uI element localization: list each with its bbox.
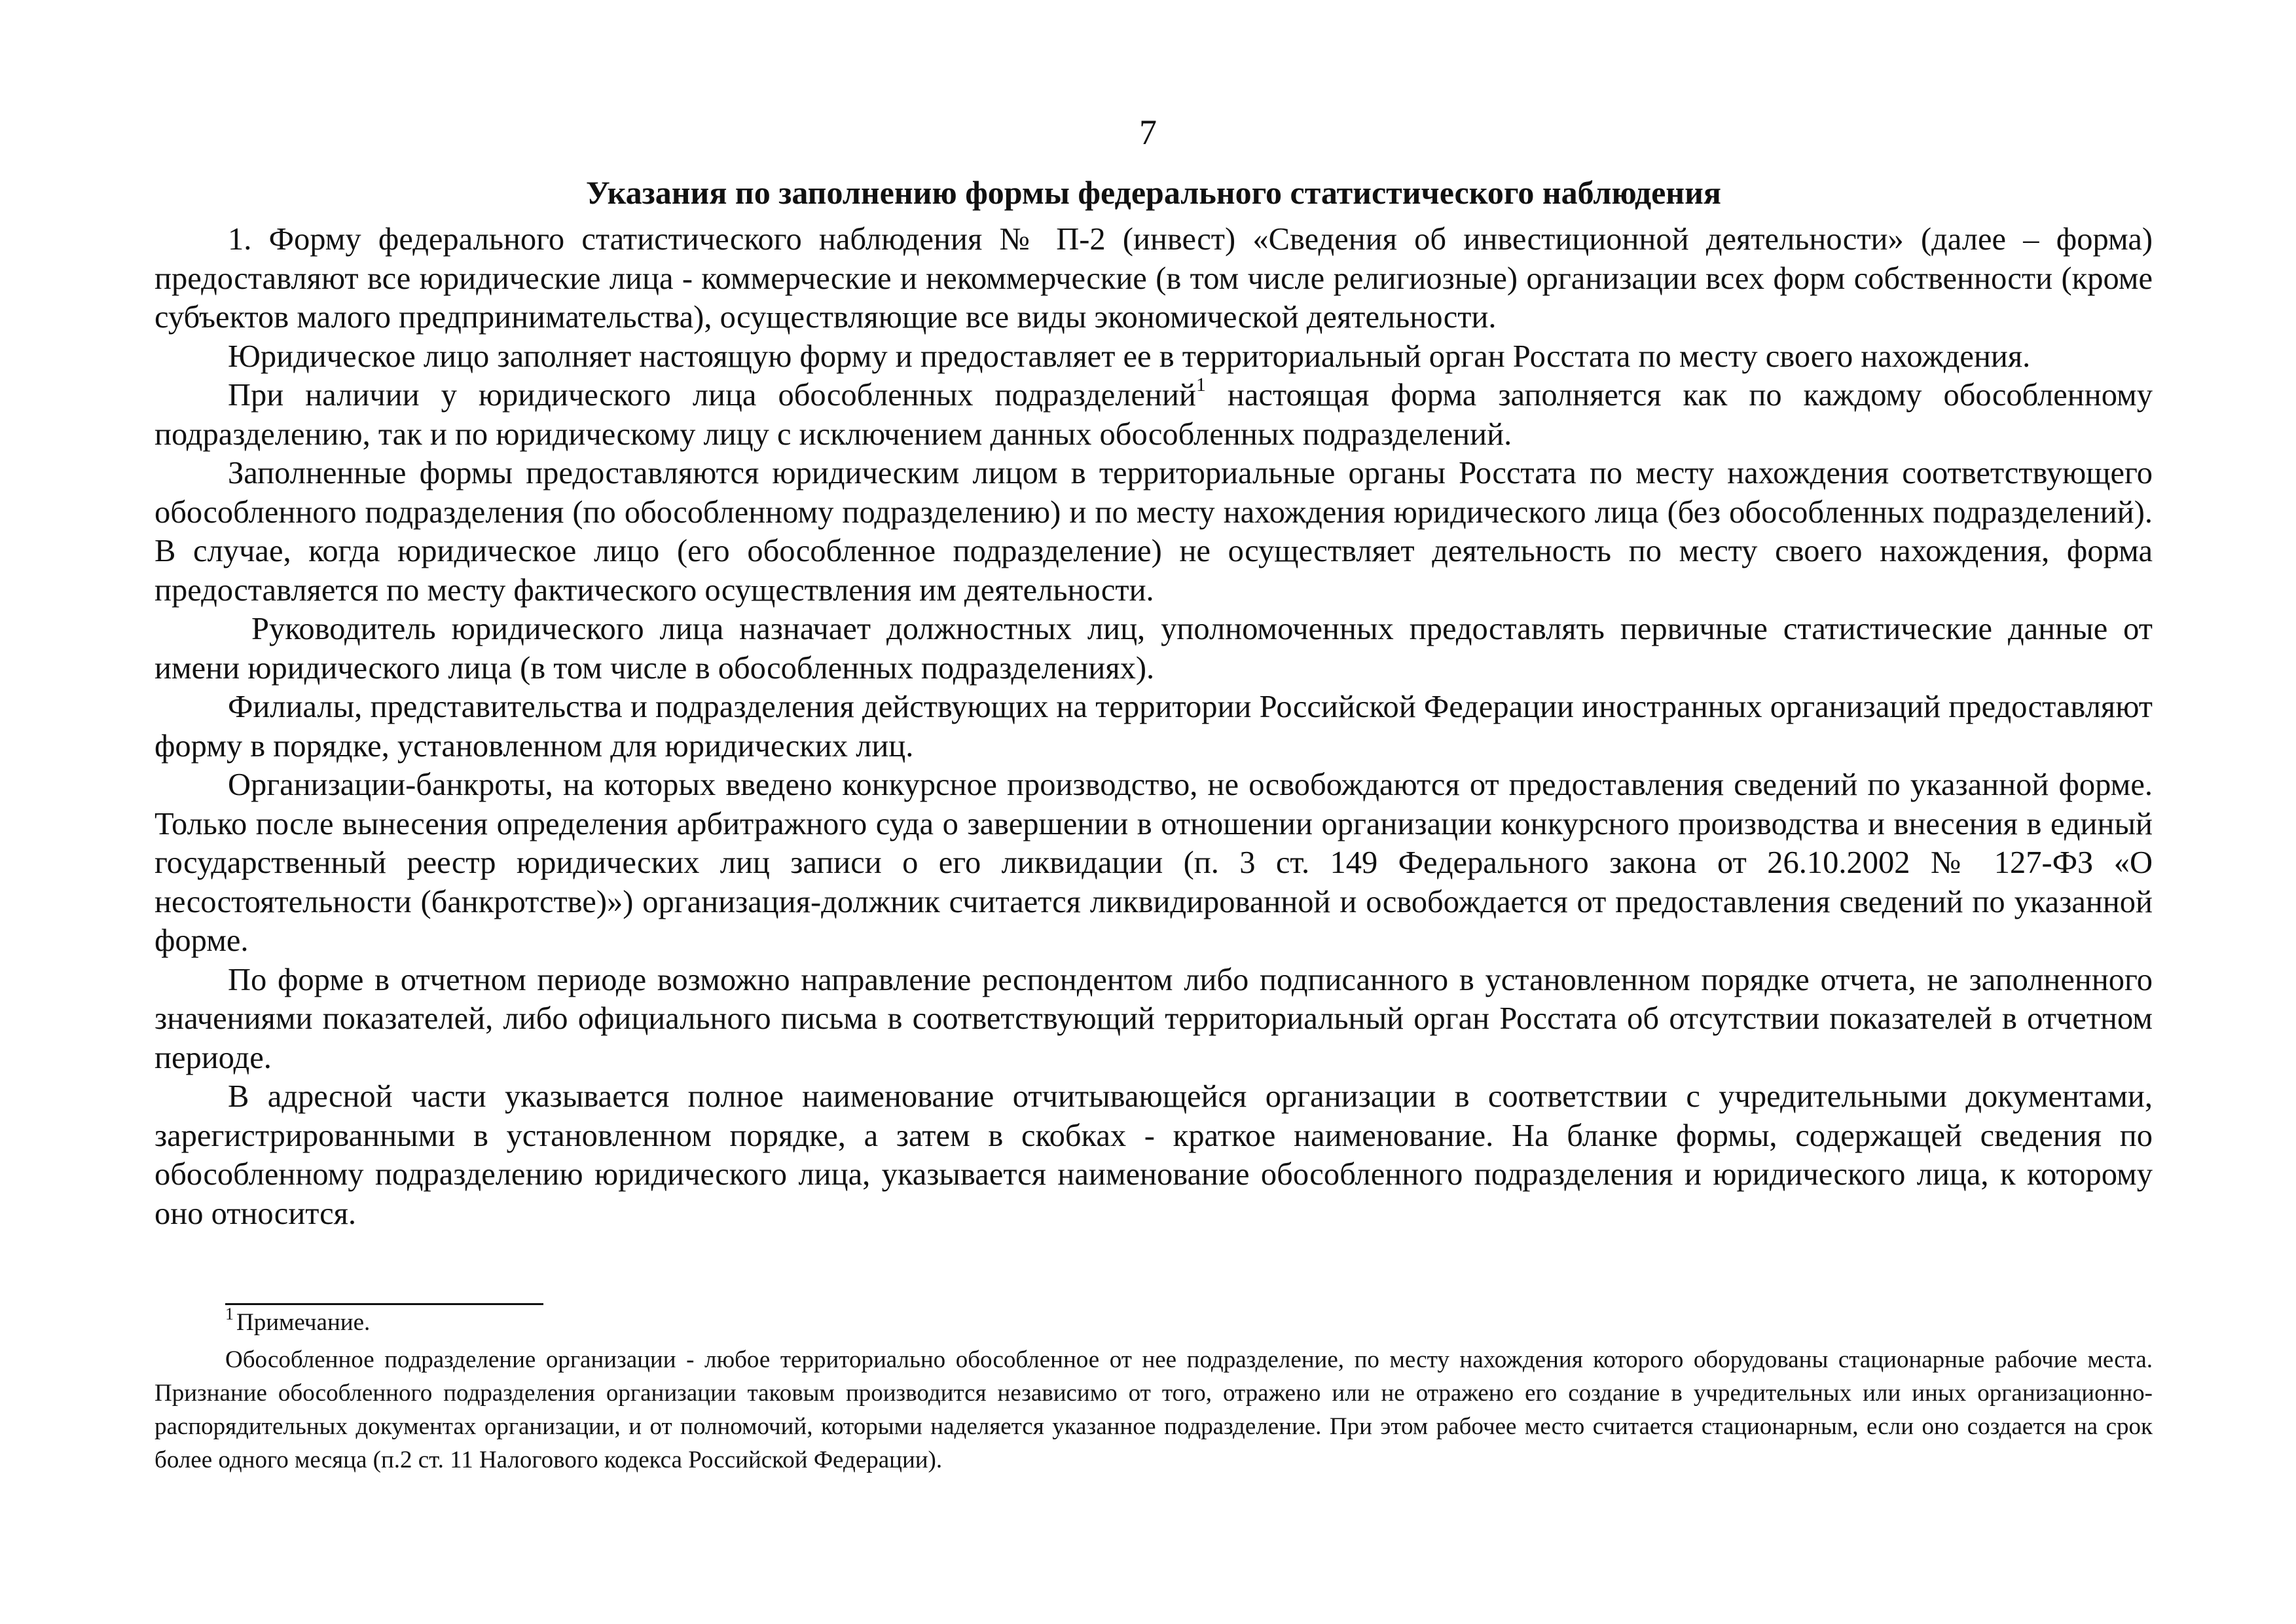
paragraph-9: В адресной части указывается полное наименование отчитывающейся организации в соответствии с учредительными документами, зарегистрированными в установленном порядке, а затем в скобках - краткое наименование. На бланке формы, содержащей сведения по обособленному подразделению юридического лица, указывается наименование обособленного подразделения и юридического лица, к которому оно относится. <box>155 1079 2153 1231</box>
paragraph-3 <box>155 376 2153 454</box>
footnote-mark: 1 <box>225 1304 234 1323</box>
paragraph-3-text-after: настоящая форма заполняется как по каждому обособленному подразделению, так и по юридическому лицу с исключением данных обособленных подразделений. <box>155 378 2153 452</box>
footnote-heading <box>155 1306 2153 1339</box>
paragraph-2: Юридическое лицо заполняет настоящую форму и предоставляет ее в территориальный орган Росстата по месту своего нахождения. <box>228 339 2031 374</box>
page-number: 7 <box>1139 113 1157 152</box>
paragraph-4: Заполненные формы предоставляются юридическим лицом в территориальные органы Росстата по месту нахождения соответствующего обособленного подразделения (по обособленному подразделению) и по месту нахождения юридического лица (без обособленных подразделений). В случае, когда юридическое лицо (его обособленное подразделение) не осуществляет деятельность по месту своего нахождения, форма предоставляется по месту фактического осуществления им деятельности. <box>155 456 2153 608</box>
paragraph-5: Руководитель юридического лица назначает должностных лиц, уполномоченных предоставлять первичные статистические данные от имени юридического лица (в том числе в обособленных подразделениях). <box>155 612 2153 686</box>
paragraph-7: Организации-банкроты, на которых введено конкурсное производство, не освобождаются от предоставления сведений по указанной форме. Только после вынесения определения арбитражного суда о завершении в отношении организации конкурсного производства и внесения в единый государственный реестр юридических лиц записи о его ликвидации (п. 3 ст. 149 Федерального закона от 26.10.2002 № 127-ФЗ «О несостоятельности (банкротстве)») организация-должник считается ликвидированной и освобождается от предоставления сведений по указанной форме. <box>155 767 2153 958</box>
footnote-divider <box>225 1303 543 1305</box>
paragraph-6: Филиалы, представительства и подразделения действующих на территории Российской Федерации иностранных организаций предоставляют форму в порядке, установленном для юридических лиц. <box>155 690 2153 764</box>
footnote-reference: 1 <box>1195 374 1206 396</box>
footnote-text: Обособленное подразделение организации - любое территориально обособленное от нее подразделение, по месту нахождения которого оборудованы стационарные рабочие места. Признание обособленного подразделения организации таковым производится независимо от того, отражено или не отражено его создание в учредительных или иных организационно-распорядительных документах организации, и от полномочий, которыми наделяется указанное подразделение. При этом рабочее место считается стационарным, если оно создается на срок более одного месяца (п.2 ст. 11 Налогового кодекса Российской Федерации). <box>155 1346 2153 1473</box>
document-body <box>155 220 2153 1233</box>
page-title: Указания по заполнению формы федерального статистического наблюдения <box>586 174 1721 211</box>
footnote <box>155 1306 2153 1477</box>
footnote-heading-text: Примечание. <box>236 1309 371 1336</box>
paragraph-3-text-before: При наличии у юридического лица обособленных подразделений <box>228 378 1196 413</box>
paragraph-1: 1. Форму федерального статистического наблюдения № П-2 (инвест) «Сведения об инвестиционной деятельности» (далее – форма) предоставляют все юридические лица - коммерческие и некоммерческие (в том числе религиозные) организации всех форм собственности (кроме субъектов малого предпринимательства), осуществляющие все виды экономической деятельности. <box>155 222 2153 335</box>
paragraph-8: По форме в отчетном периоде возможно направление респондентом либо подписанного в установленном порядке отчета, не заполненного значениями показателей, либо официального письма в соответствующий территориальный орган Росстата об отсутствии показателей в отчетном периоде. <box>155 962 2153 1075</box>
